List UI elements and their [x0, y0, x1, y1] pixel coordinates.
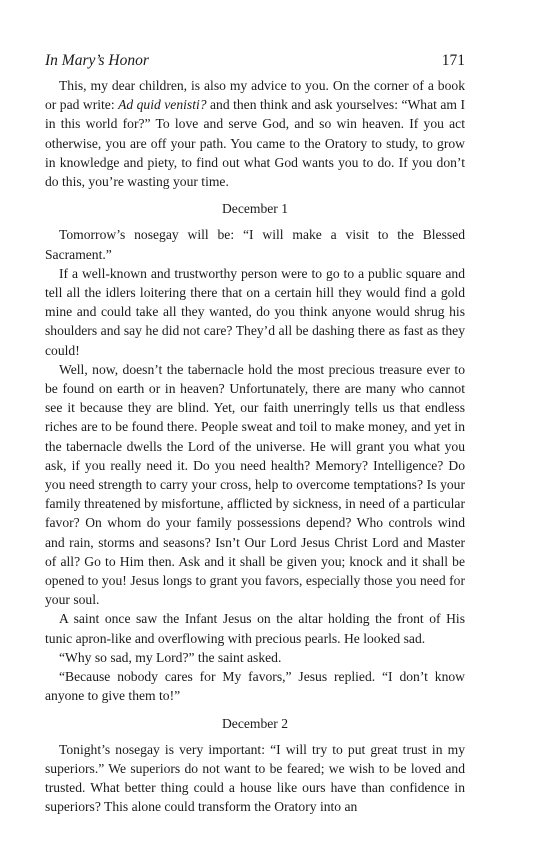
section-heading-december-2: December 2: [221, 715, 289, 731]
paragraph: If a well-known and trustworthy person were to go to a public square and tell all the idlers loitering there that on a certain hill they would find a gold mine and could take all they wanted, do you think anyone would shrug his shoulders and say he did not care? They’d all be dashing there as fast as they could!: [45, 265, 465, 358]
page-header: [45, 52, 465, 76]
intro-paragraph: [45, 76, 465, 191]
running-head: In Mary’s Honor: [45, 52, 149, 69]
paragraph: Well, now, doesn’t the tabernacle hold the most precious treasure ever to be found on earth or in heaven? Unfortunately, there are many who cannot see it because they are blind. Yet, our faith unerringly tells us that endless riches are to be found there. People sweat and toil to make money, and yet in the tabernacle dwells the Lord of the universe. He will grant you what you ask, if you really need it. Do you need health? Memory? Intelligence? Do you need strength to carry your cross, help to overcome temptations? Is your family threatened by misfortune, afflicted by sickness, in need of a particular favor? On whom do your family possessions depend? Who controls wind and rain, storms and seasons? Isn’t Our Lord Jesus Christ Lord and Master of all? Go to Him then. Ask and it shall be given you; knock and it shall be opened to you! Jesus longs to grant you favors, especially those you need for your soul.: [45, 361, 465, 608]
page-number: 171: [441, 52, 465, 69]
paragraph: Tomorrow’s nosegay will be: “I will make a visit to the Blessed Sacrament.”: [45, 227, 465, 262]
intro-text-before: This, my dear children, is also my advice to you. On the corner of a book or pad write:: [45, 78, 465, 113]
paragraph: “Why so sad, my Lord?” the saint asked.: [59, 649, 282, 665]
paragraph: A saint once saw the Infant Jesus on the altar holding the front of His tunic apron-like and overflowing with precious pearls. He looked sad.: [45, 611, 465, 646]
intro-text-after: and then think and ask yourselves: “What am I in this world for?” To love and serve God, and so win heaven. If you act otherwise, you are off your path. You came to the Oratory to study, to grow in knowledge and piety, to find out what God wants you to do. If you don’t do this, you’re wasting your time.: [45, 97, 465, 190]
book-page: [45, 52, 465, 817]
latin-phrase: Ad quid venisti?: [118, 97, 207, 113]
paragraph: “Because nobody cares for My favors,” Jesus replied. “I don’t know anyone to give them to!”: [45, 669, 465, 704]
section-heading-december-1: December 1: [221, 201, 289, 217]
paragraph: Tonight’s nosegay is very important: “I will try to put great trust in my superiors.” We superiors do not want to be feared; we wish to be loved and trusted. What better thing could a house like ours have than confidence in superiors? This alone could transform the Oratory into an: [45, 741, 465, 815]
